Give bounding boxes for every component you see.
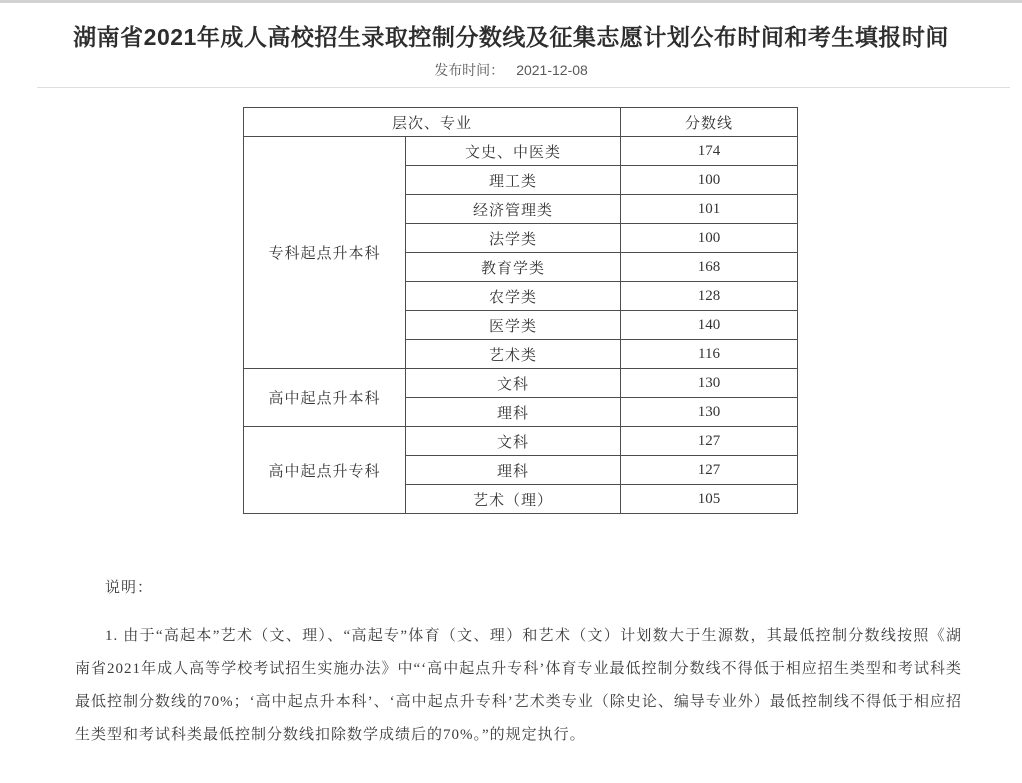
header-divider	[37, 87, 1010, 88]
score-cell: 140	[621, 311, 798, 340]
score-cell: 101	[621, 195, 798, 224]
major-cell: 经济管理类	[406, 195, 621, 224]
table-header-row	[244, 108, 798, 137]
table-row	[244, 137, 798, 166]
score-cell: 128	[621, 282, 798, 311]
group-cell-gaoqiben: 高中起点升本科	[244, 369, 406, 427]
score-cell: 100	[621, 166, 798, 195]
group-cell-gaoqizhuan: 高中起点升专科	[244, 427, 406, 514]
table-row	[244, 427, 798, 456]
major-cell: 理科	[406, 398, 621, 427]
major-cell: 教育学类	[406, 253, 621, 282]
major-cell: 理科	[406, 456, 621, 485]
score-cell: 127	[621, 427, 798, 456]
publish-date: 2021-12-08	[516, 62, 588, 78]
page-title: 湖南省2021年成人高校招生录取控制分数线及征集志愿计划公布时间和考生填报时间	[73, 24, 949, 50]
major-cell: 文科	[406, 427, 621, 456]
score-cell: 130	[621, 398, 798, 427]
header-score-line: 分数线	[621, 108, 798, 137]
score-cell: 116	[621, 340, 798, 369]
score-cell: 174	[621, 137, 798, 166]
score-cell: 168	[621, 253, 798, 282]
top-border-strip	[0, 0, 1022, 3]
major-cell: 艺术（理）	[406, 485, 621, 514]
score-cell: 127	[621, 456, 798, 485]
major-cell: 理工类	[406, 166, 621, 195]
group-cell-zhuanshengben: 专科起点升本科	[244, 137, 406, 369]
score-cell: 130	[621, 369, 798, 398]
score-cell: 105	[621, 485, 798, 514]
notes-heading: 说明：	[105, 580, 154, 596]
score-cell: 100	[621, 224, 798, 253]
major-cell: 艺术类	[406, 340, 621, 369]
major-cell: 法学类	[406, 224, 621, 253]
table-row	[244, 369, 798, 398]
major-cell: 医学类	[406, 311, 621, 340]
notes-section	[75, 578, 962, 752]
publish-time-label: 发布时间：	[434, 62, 505, 78]
score-table	[243, 107, 798, 514]
header-level-major: 层次、专业	[244, 108, 621, 137]
publish-time-line	[0, 61, 1022, 79]
notes-paragraph: 1. 由于“高起本”艺术（文、理）、“高起专”体育（文、理）和艺术（文）计划数大于生源数，其最低控制分数线按照《湖南省2021年成人高等学校考试招生实施办法》中“‘高中起点升专科’体育专业最低控制分数线不得低于相应招生类型和考试科类最低控制分数线的70%；‘高中起点升本科’、‘高中起点升专科’艺术类专业（除史论、编导专业外）最低控制线不得低于相应招生类型和考试科类最低控制分数线扣除数学成绩后的70%。”的规定执行。	[75, 628, 962, 743]
major-cell: 文史、中医类	[406, 137, 621, 166]
major-cell: 农学类	[406, 282, 621, 311]
major-cell: 文科	[406, 369, 621, 398]
